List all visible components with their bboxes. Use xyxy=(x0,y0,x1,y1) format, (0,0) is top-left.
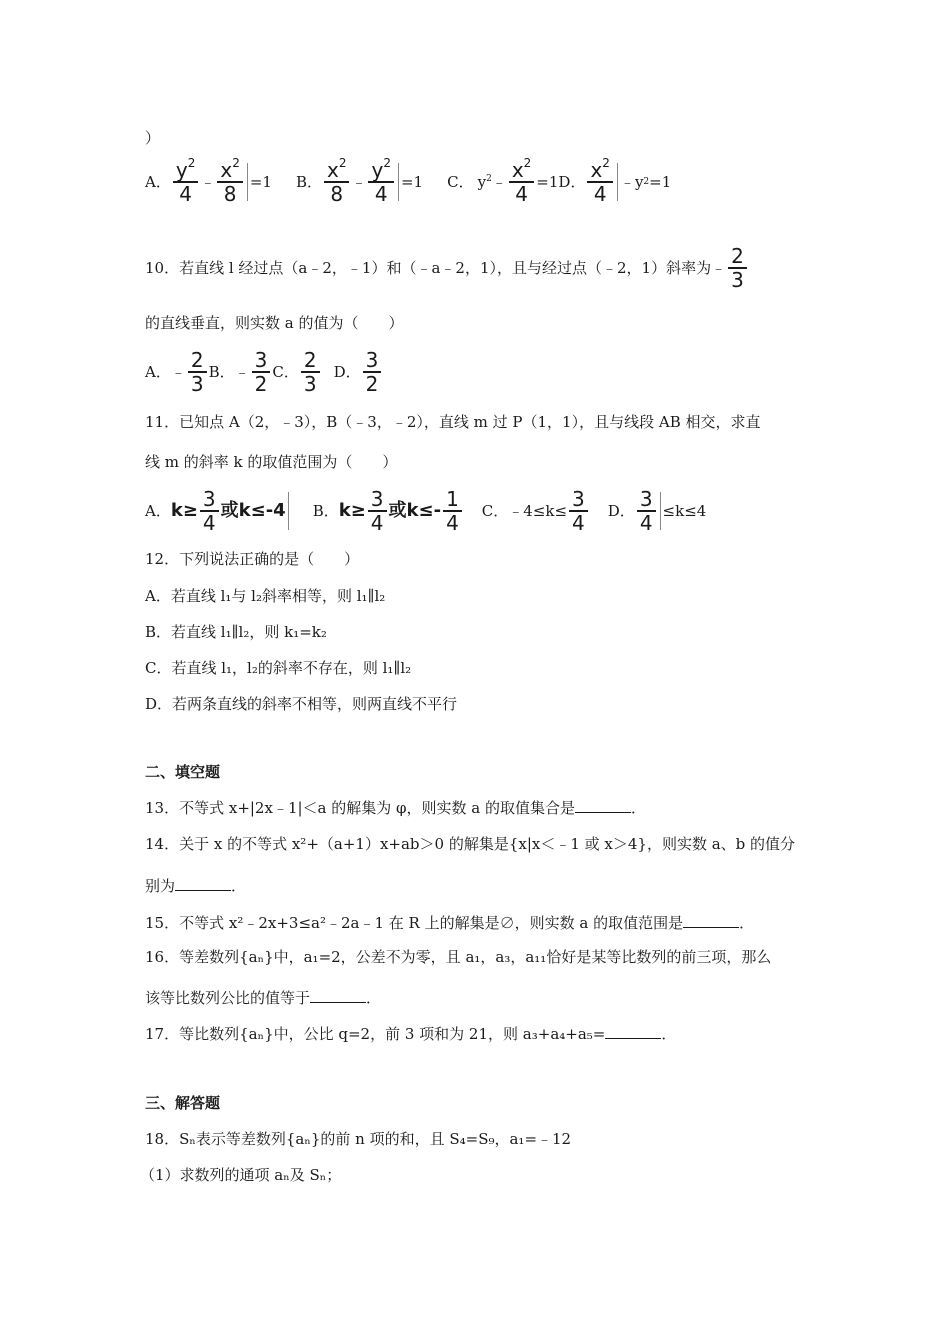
fraction: $\frac{y^2}{4}$ xyxy=(368,159,393,205)
q11-stem-line1: 11．已知点 A（2，﹣3），B（﹣3，﹣2），直线 m 过 P（1，1），且与线段 AB 相交，求直 xyxy=(145,413,761,431)
q18-stem: 18．Sₙ表示等差数列{aₙ}的前 n 项的和，且 S₄=S₉，a₁=﹣12 xyxy=(145,1130,572,1148)
answer-blank xyxy=(683,913,739,928)
q11-options: A． k≥ $\frac{3}{4}$ 或k≤-4 B． k≥ $\frac{3}{4}$ 或k≤- $\frac{1}{4}$ C．﹣4≤k≤ $\frac{3}{4}$ D． $\frac{3}{4}$ ≤k≤4 xyxy=(145,487,707,535)
q9-option-a: A． $\frac{y^2}{4}$ ﹣ $\frac{x^2}{8}$ =1 xyxy=(145,156,272,206)
q12-option-d: D．若两条直线的斜率不相等，则两直线不平行 xyxy=(145,695,458,713)
q9-options xyxy=(145,156,672,206)
answer-blank xyxy=(575,798,631,813)
divider xyxy=(247,163,248,201)
q9-tail: ） xyxy=(145,129,161,147)
q18-part1: （1）求数列的通项 aₙ及 Sₙ； xyxy=(140,1166,342,1184)
q9-option-d: D． $\frac{x^2}{4}$ ﹣y 2 =1 xyxy=(558,156,672,206)
fraction: $\frac{1}{4}$ xyxy=(443,488,462,534)
q10-stem-line1: 10．若直线 l 经过点（a﹣2，﹣1）和（﹣a﹣2，1），且与经过点（﹣2，1）斜率为﹣ $\frac{2}{3}$ xyxy=(145,246,749,290)
q17: 17．等比数列{aₙ}中，公比 q=2，前 3 项和为 21，则 a₃+a₄+a₅= ． xyxy=(145,1025,677,1043)
q12-option-c: C．若直线 l₁，l₂的斜率不存在，则 l₁∥l₂ xyxy=(145,659,412,677)
fraction: $\frac{3}{2}$ xyxy=(363,349,382,395)
fraction: $\frac{2}{3}$ xyxy=(728,245,747,291)
q12-option-b: B．若直线 l₁∥l₂，则 k₁=k₂ xyxy=(145,623,327,641)
q13: 13．不等式 x+|2x﹣1|＜a 的解集为 φ，则实数 a 的取值集合是 ． xyxy=(145,799,647,817)
answer-blank xyxy=(310,988,366,1003)
fraction: $\frac{2}{3}$ xyxy=(188,349,207,395)
divider xyxy=(398,163,399,201)
section-heading-answer: 三、解答题 xyxy=(145,1094,221,1112)
section-heading-fill-in: 二、填空题 xyxy=(145,763,221,781)
divider xyxy=(288,492,289,530)
fraction: $\frac{3}{4}$ xyxy=(637,488,656,534)
q16-line1: 16．等差数列{aₙ}中，a₁=2，公差不为零，且 a₁，a₃，a₁₁恰好是某等比数列的前三项，那么 xyxy=(145,948,772,966)
fraction: $\frac{2}{3}$ xyxy=(301,349,320,395)
q10-stem-line2: 的直线垂直，则实数 a 的值为（ ） xyxy=(145,314,404,332)
divider xyxy=(617,163,618,201)
q14-line1: 14．关于 x 的不等式 x²+（a+1）x+ab＞0 的解集是{x|x＜﹣1 或 x＞4}，则实数 a、b 的值分 xyxy=(145,835,796,853)
fraction: $\frac{x^2}{4}$ xyxy=(509,159,534,205)
fraction: $\frac{x^2}{8}$ xyxy=(217,159,242,205)
fraction: $\frac{3}{4}$ xyxy=(200,488,219,534)
fraction: $\frac{y^2}{4}$ xyxy=(173,159,198,205)
q9-option-b: B． $\frac{x^2}{8}$ ﹣ $\frac{y^2}{4}$ =1 xyxy=(295,156,424,206)
q9-option-c: C． $y^2$ ﹣ $\frac{x^2}{4}$ =1 xyxy=(447,156,559,206)
q15: 15．不等式 x²﹣2x+3≤a²﹣2a﹣1 在 R 上的解集是∅，则实数 a 的取值范围是 ． xyxy=(145,914,755,932)
q11-stem-line2: 线 m 的斜率 k 的取值范围为（ ） xyxy=(145,453,398,471)
answer-blank xyxy=(605,1024,661,1039)
fraction: $\frac{3}{2}$ xyxy=(252,349,271,395)
q14-line2: 别为 ． xyxy=(145,877,247,895)
q12-stem: 12．下列说法正确的是（ ） xyxy=(145,550,360,568)
fraction: $\frac{x^2}{4}$ xyxy=(587,159,612,205)
fraction: $\frac{x^2}{8}$ xyxy=(324,159,349,205)
fraction: $\frac{3}{4}$ xyxy=(569,488,588,534)
q12-option-a: A．若直线 l₁与 l₂斜率相等，则 l₁∥l₂ xyxy=(145,587,386,605)
q16-line2: 该等比数列公比的值等于 ． xyxy=(145,989,382,1007)
answer-blank xyxy=(175,876,231,891)
divider xyxy=(660,492,661,530)
fraction: $\frac{3}{4}$ xyxy=(368,488,387,534)
q10-options: A．﹣ $\frac{2}{3}$ B．﹣ $\frac{3}{2}$ C． $\frac{2}{3}$ D． $\frac{3}{2}$ xyxy=(145,350,383,394)
